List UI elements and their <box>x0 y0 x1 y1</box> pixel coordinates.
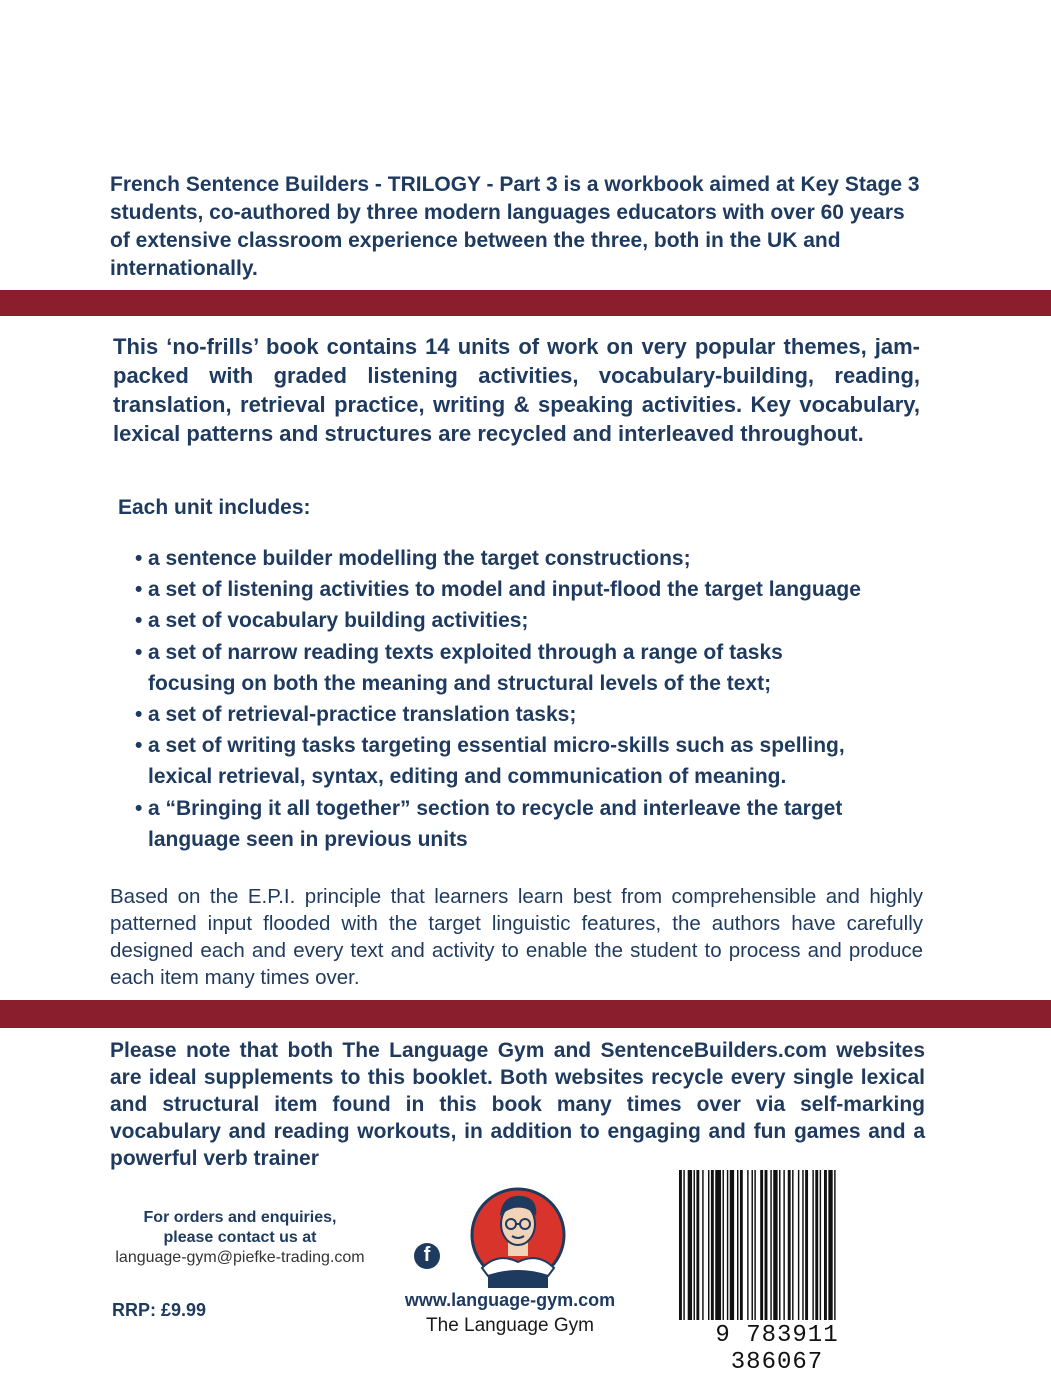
list-item: • a “Bringing it all together” section to recycle and interleave the target language seen in previous units <box>135 793 925 855</box>
mascot-illustration <box>468 1180 568 1290</box>
barcode <box>662 1166 892 1376</box>
top-divider-band <box>0 290 1051 316</box>
contact-block <box>100 1208 380 1268</box>
price-label: RRP: £9.99 <box>112 1300 207 1320</box>
description-paragraph: This ‘no-frills’ book contains 14 units of work on very popular themes, jam-packed with graded listening activities, vocabulary-building, reading, translation, retrieval practice, writing & speaking activities. Key vocabulary, lexical patterns and structures are recycled and interleaved throughout. <box>113 334 920 446</box>
contact-line-2: please contact us at <box>163 1229 317 1246</box>
barcode-bars <box>679 1170 875 1320</box>
contact-line-1: For orders and enquiries, <box>143 1209 337 1226</box>
list-item: • a set of vocabulary building activities; <box>135 605 925 636</box>
list-item: • a set of writing tasks targeting essential micro-skills such as spelling, lexical retrieval, syntax, editing and communication of meaning. <box>135 730 925 792</box>
list-item: • a set of listening activities to model and input-flood the target language <box>135 574 925 605</box>
website-link[interactable]: www.language-gym.com <box>404 1290 616 1310</box>
middle-divider-band <box>0 1000 1051 1028</box>
list-item: • a sentence builder modelling the target constructions; <box>135 543 925 574</box>
facebook-glyph: f <box>423 1244 431 1266</box>
intro-paragraph: French Sentence Builders - TRILOGY - Part 3 is a workbook aimed at Key Stage 3 students, co-authored by three modern languages educators with over 60 years of extensive classroom experience between the three, both in the UK and internationally. <box>110 173 920 280</box>
epi-paragraph: Based on the E.P.I. principle that learners learn best from comprehensible and highly patterned input flooded with the target linguistic features, the authors have carefully designed each and every text and activity to enable the student to process and produce each item many times over. <box>110 885 923 989</box>
brand-name: The Language Gym <box>426 1315 594 1336</box>
list-item: • a set of narrow reading texts exploited through a range of tasks focusing on both the meaning and structural levels of the text; <box>135 637 925 699</box>
websites-note-paragraph: Please note that both The Language Gym and SentenceBuilders.com websites are ideal supplements to this booklet. Both websites recycle every single lexical and structural item found in this book many times over via self-marking vocabulary and reading workouts, in addition to engaging and fun games and a powerful verb trainer <box>110 1039 925 1170</box>
barcode-digits: 9 783911 386067 <box>715 1322 839 1376</box>
units-heading: Each unit includes: <box>118 496 311 519</box>
contact-email[interactable]: language-gym@piefke-trading.com <box>115 1249 365 1266</box>
units-list <box>135 543 925 855</box>
facebook-icon[interactable] <box>414 1243 440 1269</box>
mascot-logo <box>468 1180 568 1290</box>
list-item: • a set of retrieval-practice translation tasks; <box>135 699 925 730</box>
